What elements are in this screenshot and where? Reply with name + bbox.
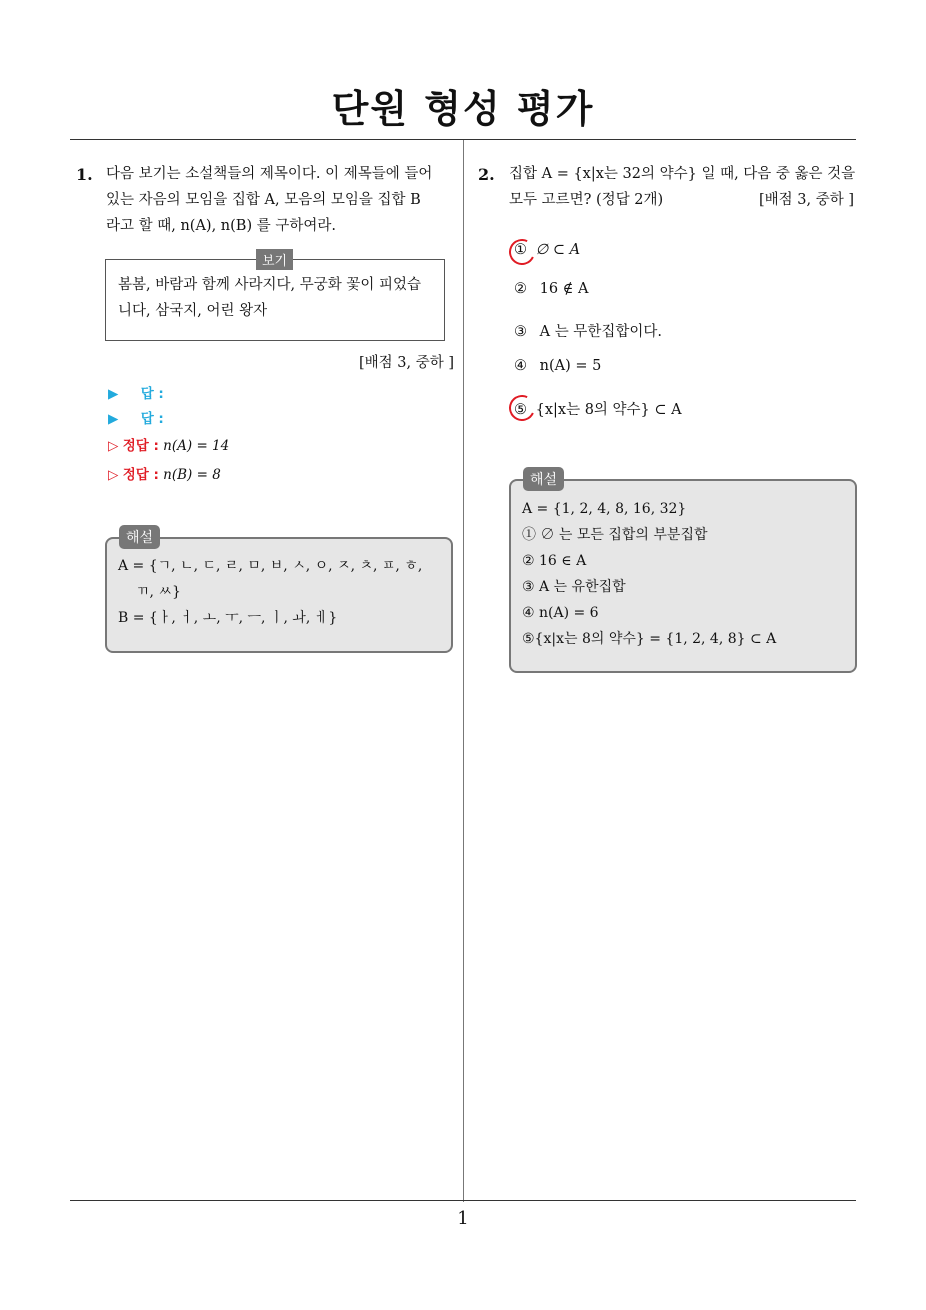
option-text: A 는 무한집합이다. (539, 324, 662, 340)
page-number: 1 (457, 1208, 469, 1229)
question-2-line: 집합 A = {x|x는 32의 약수} 일 때, 다음 중 옳은 것을 (509, 166, 856, 182)
explanation-line: ⑤{x|x는 8의 약수} = {1, 2, 4, 8} ⊂ A (522, 631, 777, 647)
page-title: 단원 형성 평가 (331, 87, 595, 131)
option-2[interactable] (514, 281, 588, 297)
correct-value: n(B) = 8 (163, 467, 221, 483)
explanation-line: ③ A 는 유한집합 (522, 579, 626, 595)
option-3[interactable] (514, 320, 662, 341)
answer-label: 답 : (140, 411, 164, 427)
option-5[interactable] (514, 398, 682, 419)
answer-label: 답 : (140, 386, 164, 402)
bogi-label: 보기 (256, 249, 293, 270)
option-text: 16 ∉ A (539, 281, 589, 297)
question-1-line: 있는 자음의 모임을 집합 A, 모음의 모임을 집합 B (106, 192, 421, 208)
option-number: ① (514, 242, 527, 258)
explanation-line: A = {1, 2, 4, 8, 16, 32} (522, 501, 687, 517)
play-outline-icon: ▷ (108, 467, 119, 483)
play-icon: ▶ (108, 411, 119, 427)
explanation-line: ㄲ, ㅆ} (136, 584, 181, 600)
question-1-line: 다음 보기는 소설책들의 제목이다. 이 제목들에 들어 (106, 166, 433, 182)
explanation-line: ② 16 ∈ A (522, 553, 587, 569)
option-1[interactable] (514, 242, 580, 258)
question-1-line: 라고 할 때, n(A), n(B) 를 구하여라. (106, 218, 336, 234)
correct-label: 정답 : (122, 467, 159, 483)
option-text: ∅ ⊂ A (535, 242, 581, 258)
column-divider (463, 140, 464, 1202)
explanation-label-1: 해설 (119, 525, 160, 549)
bogi-text (118, 272, 438, 324)
question-2-score: [배점 3, 중하 ] (758, 192, 854, 208)
question-2-line: 모두 고르면? (정답 2개) (509, 192, 664, 208)
question-1-number: 1. (76, 165, 93, 184)
play-outline-icon: ▷ (108, 438, 119, 454)
explanation-label-2: 해설 (523, 467, 564, 491)
question-1-score: [배점 3, 중하 ] (358, 355, 454, 371)
correct-answer-row-2 (108, 463, 221, 483)
option-number: ④ (514, 358, 527, 374)
question-1-text (106, 161, 456, 239)
bogi-line: 봄봄, 바람과 함께 사라지다, 무궁화 꽃이 피었습 (118, 277, 422, 293)
bottom-divider (70, 1200, 856, 1201)
option-text: {x|x는 8의 약수} ⊂ A (535, 402, 682, 418)
option-text: n(A) = 5 (539, 358, 602, 374)
option-4[interactable] (514, 358, 601, 374)
explanation-line: A = {ㄱ, ㄴ, ㄷ, ㄹ, ㅁ, ㅂ, ㅅ, ㅇ, ㅈ, ㅊ, ㅍ, ㅎ, (118, 558, 423, 574)
option-number: ⑤ (514, 402, 527, 418)
correct-value: n(A) = 14 (163, 438, 230, 454)
option-number: ② (514, 281, 527, 297)
explanation-line: B = {ㅏ, ㅓ, ㅗ, ㅜ, ㅡ, ㅣ, ㅘ, ㅔ} (118, 610, 338, 626)
question-2-number: 2. (478, 165, 495, 184)
option-number: ③ (514, 324, 527, 340)
correct-answer-row-1 (108, 434, 229, 454)
correct-label: 정답 : (122, 438, 159, 454)
explanation-line: ④ n(A) = 6 (522, 605, 599, 621)
answer-row-2[interactable] (108, 407, 164, 427)
play-icon: ▶ (108, 386, 119, 402)
answer-row-1[interactable] (108, 382, 164, 402)
explanation-line: ① ∅ 는 모든 집합의 부분집합 (522, 527, 708, 543)
bogi-line: 니다, 삼국지, 어린 왕자 (118, 303, 268, 319)
